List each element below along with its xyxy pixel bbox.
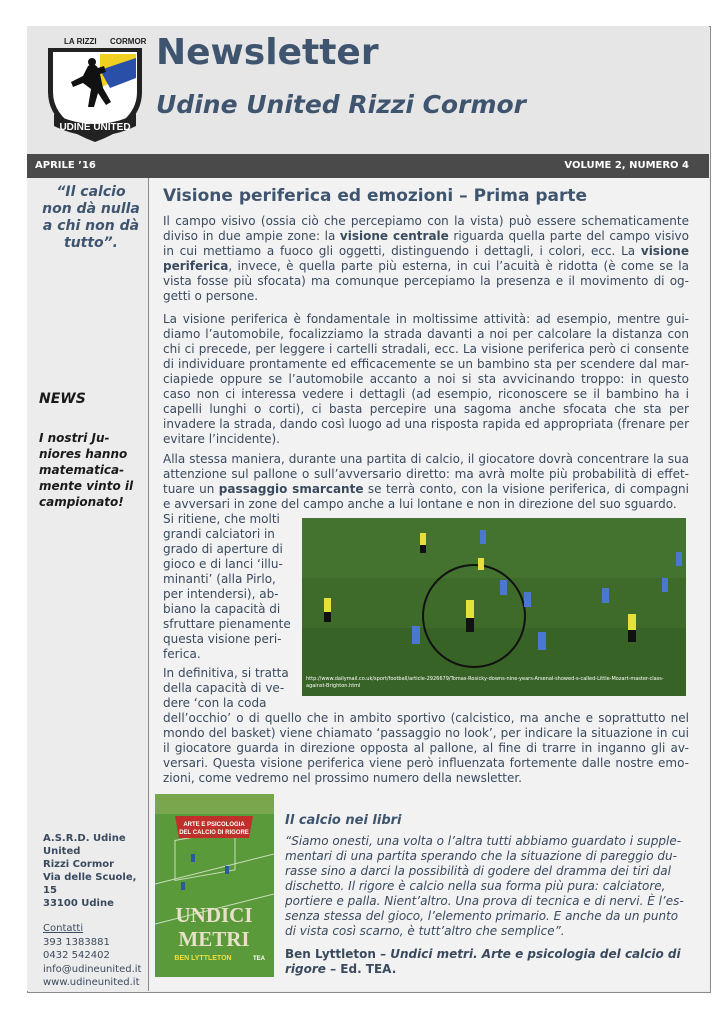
news-line: I nostri Ju-: [39, 431, 110, 445]
paragraph-4: Si ritiene, che molti grandi calciatori in grado di aperture di gioco e di lanci ‘illu- minanti’ (alla Pirlo, per intendersi), ab- biano la capacità di sfruttare pienamente questa visione peri- ferica.: [163, 512, 291, 661]
quote-line: non dà nulla: [42, 201, 140, 217]
paragraph-2: La visione periferica è fondamentale in moltissime attività: ad esempio, mentre gui-diamo l’automobile, focalizziamo la strada davanti a noi per calcolare la distanza con chi ci precede, per leggere i cartelli stradali, ecc. La visione periferica però ci consente di individuare prontamente ed efficacemente se un bambino sta per scendere dal mar-ciapiede oppure se l’automobile accanto a noi si sta avvicinando troppo: in questo caso non ci interessa vedere i dettagli (ad esempio, riconoscere se il bambino ha i capelli lunghi o corti), ci basta percepire una sagoma anche sfocata che sta per invadere la strada, dando così luogo ad una risposta rapida ed appropriata (frenare per evitare l’incidente).: [163, 312, 689, 446]
article-title: Visione periferica ed emozioni – Prima parte: [163, 186, 588, 206]
contacts-label: Contatti: [43, 923, 84, 934]
cover-author: BEN LYTTLETON: [174, 955, 232, 962]
page-title: Newsletter: [156, 32, 379, 73]
news-heading: NEWS: [39, 391, 86, 407]
address-line: United: [43, 846, 81, 857]
issue-band: [27, 154, 709, 178]
book-cover: [155, 794, 274, 977]
contacts: [43, 922, 147, 990]
phone-1[interactable]: 393 1383881: [43, 936, 110, 948]
news-line: mente vinto il: [39, 479, 134, 493]
address-line: 15: [43, 885, 57, 896]
phone-2[interactable]: 0432 542402: [43, 950, 110, 961]
page-subtitle: Udine United Rizzi Cormor: [156, 90, 526, 119]
book-section-heading: Il calcio nei libri: [285, 813, 402, 828]
club-address: [43, 832, 143, 910]
logo-top-text-2: CORMOR: [110, 37, 147, 46]
issue-volume: VOLUME 2, NUMERO 4: [564, 160, 689, 171]
photo-caption[interactable]: http://www.dailymail.co.uk/sport/football/article-2926679/Tomas-Rosicky-downs-nine-years-Arsenal-showed-s-called-Little-Mozart-master-class-against-Brighton.html: [306, 676, 664, 689]
logo-top-text: LA RIZZI: [64, 37, 97, 46]
book-reference: Ben Lyttleton – Undici metri. Arte e psicologia del calcio di rigore – Ed. TEA.: [285, 947, 681, 976]
quote-line: tutto”.: [64, 235, 118, 251]
logo-bottom-text: UDINE UNITED: [59, 122, 131, 133]
cover-title-line-2: METRI: [178, 927, 250, 951]
quote-line: a chi non dà: [42, 218, 140, 234]
website-link[interactable]: www.udineunited.it: [43, 977, 140, 988]
paragraph-3: Alla stessa maniera, durante una partita di calcio, il giocatore dovrà concentrare la sua attenzione sul pallone o sull’avversario diretto: ma avrà molte più probabilità di effet-tuare un passaggio smarcante se terrà conto, con la visione periferica, di compagni e avversari in zone del campo anche a lui lontane e non in direzione del suo sguardo.: [163, 452, 689, 511]
cover-title-line-1: UNDICI: [175, 903, 253, 927]
cover-badge-line-2: DEL CALCIO DI RIGORE: [179, 830, 249, 836]
match-photo: [302, 518, 686, 696]
issue-date: APRILE ’16: [35, 160, 96, 171]
news-line: matematica-: [39, 463, 125, 477]
address-line: Via delle Scuole,: [43, 872, 137, 883]
paragraph-1: Il campo visivo (ossia ciò che percepiamo con la vista) può essere schematicamente diviso in due ampie zone: la visione centrale riguarda quella parte del campo visivo in cui mettiamo a fuoco gli oggetti, distinguendo i dettagli, i colori, ecc. La visione periferica, invece, è quella parte più esterna, in cui l’acuità è ridotta (è come se la vista fosse più sfocata) ma comunque percepiamo la presenza e il movimento di og-getti o persone.: [163, 214, 689, 303]
address-line: 33100 Udine: [43, 898, 114, 909]
paragraph-5: dell’occhio’ o di quello che in ambito sportivo (calcistico, ma anche e soprattutto nel mondo del basket) viene chiamato ‘passaggio no look’, per indicare la situazione in cui il giocatore guarda in direzione opposta al pallone, al fine di trarre in inganno gli av-versari. Questa visione periferica viene però influenzata fortemente dalle nostre emo-zioni, come vedremo nel prossimo numero della newsletter.: [163, 711, 689, 785]
paragraph-5-start: In definitiva, si tratta della capacità di ve- dere ‘con la coda: [163, 666, 289, 710]
news-text: [39, 430, 139, 510]
sidebar-quote: [36, 184, 146, 252]
address-line: A.S.R.D. Udine: [43, 833, 126, 844]
club-logo: [40, 30, 150, 145]
book-quote: “Siamo onesti, una volta o l’altra tutti abbiamo guardato i supple-mentari di una partita sperando che la situazione di pareggio du-rasse sino a darci la possibilità di godere del dramma dei tiri dal dischetto. Il rigore è calcio nella sua forma più pura: calciatore, portiere e palla. Nient’altro. Una prova di tecnica e di nervi. È l’es-senza stessa del gioco, l’elemento primario. E anche da un punto di vista così scarno, è tutt’altro che semplice”.: [285, 834, 684, 938]
cover-badge-line-1: ARTE E PSICOLOGIA: [183, 822, 245, 828]
email-link[interactable]: info@udineunited.it: [43, 963, 142, 975]
news-line: campionato!: [39, 495, 124, 509]
cover-publisher: TEA: [253, 956, 265, 962]
quote-line: “Il calcio: [56, 184, 126, 200]
news-line: niores hanno: [39, 447, 128, 461]
address-line: Rizzi Cormor: [43, 859, 115, 870]
